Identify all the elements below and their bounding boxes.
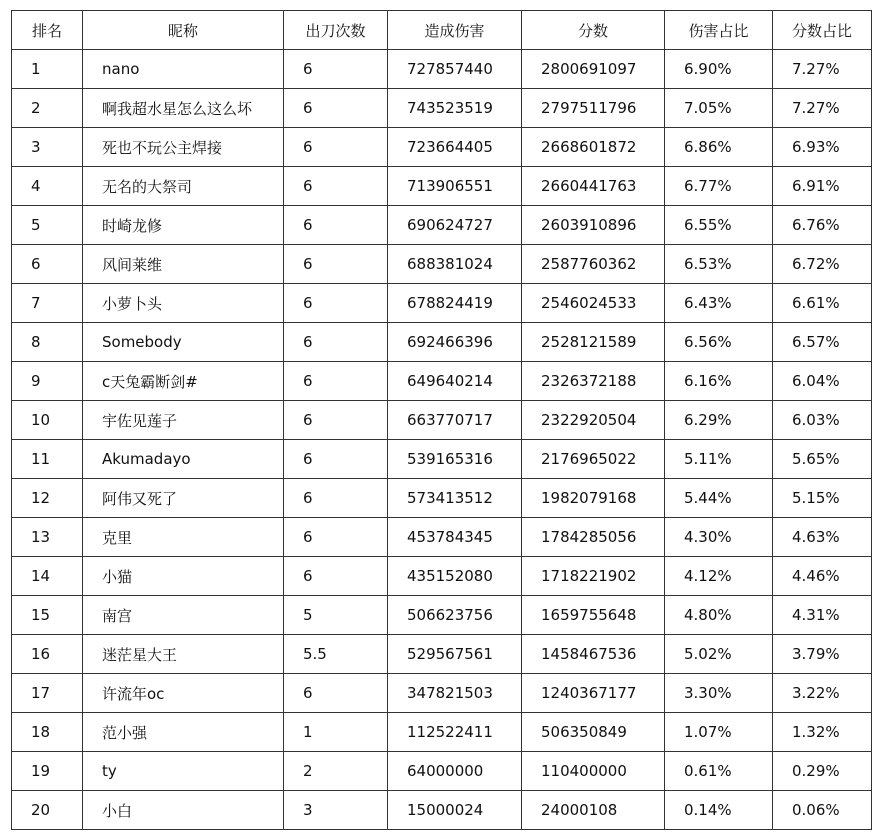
cell-score: 110400000 xyxy=(522,752,665,791)
cell-score-share: 6.93% xyxy=(773,128,872,167)
table-row xyxy=(12,167,872,206)
cell-rank: 11 xyxy=(12,440,83,479)
cell-score: 2668601872 xyxy=(522,128,665,167)
cell-score-share: 1.32% xyxy=(773,713,872,752)
table-row xyxy=(12,50,872,89)
cell-score: 1784285056 xyxy=(522,518,665,557)
cell-damage: 539165316 xyxy=(388,440,522,479)
cell-score-share: 6.72% xyxy=(773,245,872,284)
cell-damage-share: 6.90% xyxy=(665,50,773,89)
cell-damage: 453784345 xyxy=(388,518,522,557)
cell-damage: 713906551 xyxy=(388,167,522,206)
cell-attack-count: 6 xyxy=(284,362,388,401)
cell-damage-share: 6.53% xyxy=(665,245,773,284)
cell-damage: 435152080 xyxy=(388,557,522,596)
cell-nickname: 克里 xyxy=(83,518,284,557)
cell-score-share: 4.31% xyxy=(773,596,872,635)
cell-nickname: 无名的大祭司 xyxy=(83,167,284,206)
cell-damage-share: 0.14% xyxy=(665,791,773,830)
table-row xyxy=(12,635,872,674)
cell-rank: 10 xyxy=(12,401,83,440)
cell-nickname: 范小强 xyxy=(83,713,284,752)
cell-damage: 743523519 xyxy=(388,89,522,128)
table-row xyxy=(12,791,872,830)
cell-score-share: 6.76% xyxy=(773,206,872,245)
cell-damage: 347821503 xyxy=(388,674,522,713)
cell-score: 2660441763 xyxy=(522,167,665,206)
cell-attack-count: 6 xyxy=(284,440,388,479)
cell-damage-share: 5.11% xyxy=(665,440,773,479)
cell-nickname: 阿伟又死了 xyxy=(83,479,284,518)
cell-attack-count: 6 xyxy=(284,50,388,89)
cell-score: 2587760362 xyxy=(522,245,665,284)
header-score-share: 分数占比 xyxy=(773,11,872,50)
cell-rank: 13 xyxy=(12,518,83,557)
cell-damage: 112522411 xyxy=(388,713,522,752)
table-row xyxy=(12,401,872,440)
header-damage-share: 伤害占比 xyxy=(665,11,773,50)
cell-score-share: 4.63% xyxy=(773,518,872,557)
header-rank: 排名 xyxy=(12,11,83,50)
cell-rank: 19 xyxy=(12,752,83,791)
cell-damage-share: 3.30% xyxy=(665,674,773,713)
table-row xyxy=(12,752,872,791)
table-row xyxy=(12,362,872,401)
table-row xyxy=(12,713,872,752)
table-row xyxy=(12,674,872,713)
cell-attack-count: 6 xyxy=(284,401,388,440)
cell-score-share: 5.15% xyxy=(773,479,872,518)
cell-score-share: 5.65% xyxy=(773,440,872,479)
cell-score-share: 0.06% xyxy=(773,791,872,830)
cell-nickname: c天兔霸断剑# xyxy=(83,362,284,401)
cell-damage: 678824419 xyxy=(388,284,522,323)
cell-attack-count: 5.5 xyxy=(284,635,388,674)
cell-attack-count: 6 xyxy=(284,89,388,128)
cell-attack-count: 6 xyxy=(284,323,388,362)
cell-attack-count: 3 xyxy=(284,791,388,830)
cell-damage: 727857440 xyxy=(388,50,522,89)
table-row xyxy=(12,89,872,128)
cell-score: 2322920504 xyxy=(522,401,665,440)
cell-score: 2800691097 xyxy=(522,50,665,89)
cell-damage-share: 6.43% xyxy=(665,284,773,323)
cell-score-share: 6.03% xyxy=(773,401,872,440)
cell-rank: 17 xyxy=(12,674,83,713)
cell-damage-share: 5.02% xyxy=(665,635,773,674)
cell-attack-count: 6 xyxy=(284,284,388,323)
table-row xyxy=(12,440,872,479)
cell-attack-count: 6 xyxy=(284,206,388,245)
cell-damage-share: 4.80% xyxy=(665,596,773,635)
header-attack-count: 出刀次数 xyxy=(284,11,388,50)
cell-nickname: nano xyxy=(83,50,284,89)
table-row xyxy=(12,245,872,284)
cell-rank: 7 xyxy=(12,284,83,323)
cell-damage-share: 6.56% xyxy=(665,323,773,362)
cell-damage: 690624727 xyxy=(388,206,522,245)
table-row xyxy=(12,479,872,518)
table-row xyxy=(12,128,872,167)
table-row xyxy=(12,596,872,635)
cell-nickname: 死也不玩公主焊接 xyxy=(83,128,284,167)
cell-rank: 1 xyxy=(12,50,83,89)
cell-rank: 18 xyxy=(12,713,83,752)
cell-rank: 4 xyxy=(12,167,83,206)
cell-rank: 9 xyxy=(12,362,83,401)
header-damage: 造成伤害 xyxy=(388,11,522,50)
cell-score: 1458467536 xyxy=(522,635,665,674)
cell-attack-count: 6 xyxy=(284,674,388,713)
cell-score: 2603910896 xyxy=(522,206,665,245)
cell-nickname: 啊我超水星怎么这么坏 xyxy=(83,89,284,128)
cell-damage-share: 6.77% xyxy=(665,167,773,206)
table-body xyxy=(12,50,872,830)
cell-score-share: 6.91% xyxy=(773,167,872,206)
cell-score: 2528121589 xyxy=(522,323,665,362)
table-row xyxy=(12,284,872,323)
cell-attack-count: 6 xyxy=(284,245,388,284)
cell-score-share: 6.61% xyxy=(773,284,872,323)
cell-nickname: 小猫 xyxy=(83,557,284,596)
cell-attack-count: 2 xyxy=(284,752,388,791)
cell-damage-share: 6.16% xyxy=(665,362,773,401)
cell-score-share: 3.22% xyxy=(773,674,872,713)
cell-score-share: 7.27% xyxy=(773,89,872,128)
cell-nickname: 南宫 xyxy=(83,596,284,635)
cell-damage: 649640214 xyxy=(388,362,522,401)
cell-score: 2326372188 xyxy=(522,362,665,401)
table-row xyxy=(12,557,872,596)
cell-attack-count: 1 xyxy=(284,713,388,752)
cell-damage: 692466396 xyxy=(388,323,522,362)
cell-rank: 20 xyxy=(12,791,83,830)
header-nickname: 昵称 xyxy=(83,11,284,50)
cell-rank: 8 xyxy=(12,323,83,362)
cell-score: 2176965022 xyxy=(522,440,665,479)
cell-damage-share: 6.29% xyxy=(665,401,773,440)
cell-damage-share: 1.07% xyxy=(665,713,773,752)
cell-rank: 6 xyxy=(12,245,83,284)
cell-attack-count: 6 xyxy=(284,518,388,557)
table-row xyxy=(12,518,872,557)
cell-attack-count: 6 xyxy=(284,479,388,518)
cell-nickname: 许流年oc xyxy=(83,674,284,713)
cell-score-share: 6.04% xyxy=(773,362,872,401)
cell-rank: 5 xyxy=(12,206,83,245)
cell-nickname: 小萝卜头 xyxy=(83,284,284,323)
cell-nickname: Akumadayo xyxy=(83,440,284,479)
cell-damage: 506623756 xyxy=(388,596,522,635)
cell-nickname: Somebody xyxy=(83,323,284,362)
cell-rank: 16 xyxy=(12,635,83,674)
cell-damage: 723664405 xyxy=(388,128,522,167)
cell-score: 1659755648 xyxy=(522,596,665,635)
table-row xyxy=(12,323,872,362)
cell-attack-count: 6 xyxy=(284,557,388,596)
cell-damage: 663770717 xyxy=(388,401,522,440)
cell-damage: 573413512 xyxy=(388,479,522,518)
header-score: 分数 xyxy=(522,11,665,50)
cell-rank: 3 xyxy=(12,128,83,167)
cell-rank: 14 xyxy=(12,557,83,596)
cell-score-share: 7.27% xyxy=(773,50,872,89)
cell-nickname: 时崎龙修 xyxy=(83,206,284,245)
header-row xyxy=(12,11,872,50)
cell-score-share: 0.29% xyxy=(773,752,872,791)
cell-rank: 15 xyxy=(12,596,83,635)
cell-score: 24000108 xyxy=(522,791,665,830)
cell-score: 2797511796 xyxy=(522,89,665,128)
cell-rank: 12 xyxy=(12,479,83,518)
cell-attack-count: 5 xyxy=(284,596,388,635)
ranking-table xyxy=(11,10,872,830)
cell-damage: 688381024 xyxy=(388,245,522,284)
cell-damage-share: 6.86% xyxy=(665,128,773,167)
cell-score: 1240367177 xyxy=(522,674,665,713)
cell-nickname: 迷茫星大王 xyxy=(83,635,284,674)
cell-score: 2546024533 xyxy=(522,284,665,323)
cell-nickname: 宇佐见莲子 xyxy=(83,401,284,440)
cell-score: 506350849 xyxy=(522,713,665,752)
cell-score-share: 3.79% xyxy=(773,635,872,674)
cell-score-share: 4.46% xyxy=(773,557,872,596)
cell-score-share: 6.57% xyxy=(773,323,872,362)
table-row xyxy=(12,206,872,245)
cell-damage-share: 7.05% xyxy=(665,89,773,128)
cell-damage: 64000000 xyxy=(388,752,522,791)
cell-nickname: 小白 xyxy=(83,791,284,830)
cell-damage-share: 0.61% xyxy=(665,752,773,791)
cell-damage-share: 4.30% xyxy=(665,518,773,557)
cell-score: 1718221902 xyxy=(522,557,665,596)
cell-attack-count: 6 xyxy=(284,128,388,167)
cell-nickname: ty xyxy=(83,752,284,791)
cell-damage: 15000024 xyxy=(388,791,522,830)
cell-score: 1982079168 xyxy=(522,479,665,518)
cell-rank: 2 xyxy=(12,89,83,128)
cell-damage-share: 6.55% xyxy=(665,206,773,245)
cell-damage-share: 5.44% xyxy=(665,479,773,518)
cell-damage: 529567561 xyxy=(388,635,522,674)
cell-nickname: 风间莱维 xyxy=(83,245,284,284)
cell-attack-count: 6 xyxy=(284,167,388,206)
cell-damage-share: 4.12% xyxy=(665,557,773,596)
